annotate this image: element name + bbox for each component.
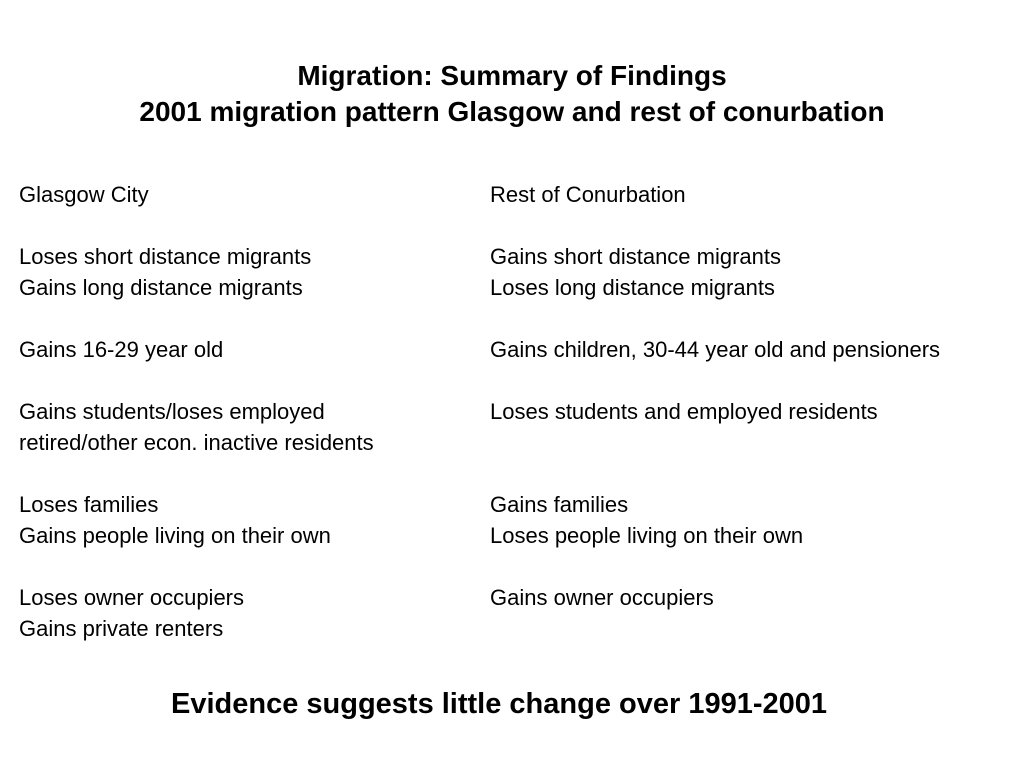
column-line: Loses people living on their own: [490, 523, 804, 548]
column-line: Gains people living on their own: [19, 523, 331, 548]
column-line: [490, 458, 940, 489]
column-line: Gains owner occupiers: [490, 585, 714, 610]
slide-title: [0, 58, 1024, 130]
column-line: Gains 16-29 year old: [19, 337, 224, 362]
column-line: [19, 458, 374, 489]
column-line: Gains families: [490, 492, 629, 517]
column-line: [490, 303, 940, 334]
column-line: [19, 551, 374, 582]
column-line: [19, 365, 374, 396]
slide-conclusion: Evidence suggests little change over 1991-2001: [170, 688, 828, 720]
title-line-2: 2001 migration pattern Glasgow and rest of conurbation: [139, 96, 885, 127]
glasgow-city-column: [19, 179, 374, 644]
column-line: Loses short distance migrants: [19, 244, 312, 269]
column-line: Gains long distance migrants: [19, 275, 303, 300]
column-line: Gains private renters: [19, 616, 224, 641]
title-line-1: Migration: Summary of Findings: [297, 60, 727, 91]
column-line: Gains students/loses employed: [19, 399, 325, 424]
column-heading: Glasgow City: [19, 182, 149, 207]
column-line: Gains children, 30-44 year old and pensioners: [490, 337, 941, 362]
column-line: Loses families: [19, 492, 159, 517]
column-line: [490, 210, 940, 241]
column-line: [19, 210, 374, 241]
column-line: [19, 303, 374, 334]
column-line: retired/other econ. inactive residents: [19, 430, 374, 455]
column-line: [490, 551, 940, 582]
column-line: [490, 427, 940, 458]
column-heading: Rest of Conurbation: [490, 182, 686, 207]
column-line: [490, 613, 940, 644]
column-line: Gains short distance migrants: [490, 244, 782, 269]
column-line: [490, 365, 940, 396]
column-line: Loses long distance migrants: [490, 275, 775, 300]
column-line: Loses owner occupiers: [19, 585, 245, 610]
rest-of-conurbation-column: [490, 179, 940, 644]
column-line: Loses students and employed residents: [490, 399, 878, 424]
